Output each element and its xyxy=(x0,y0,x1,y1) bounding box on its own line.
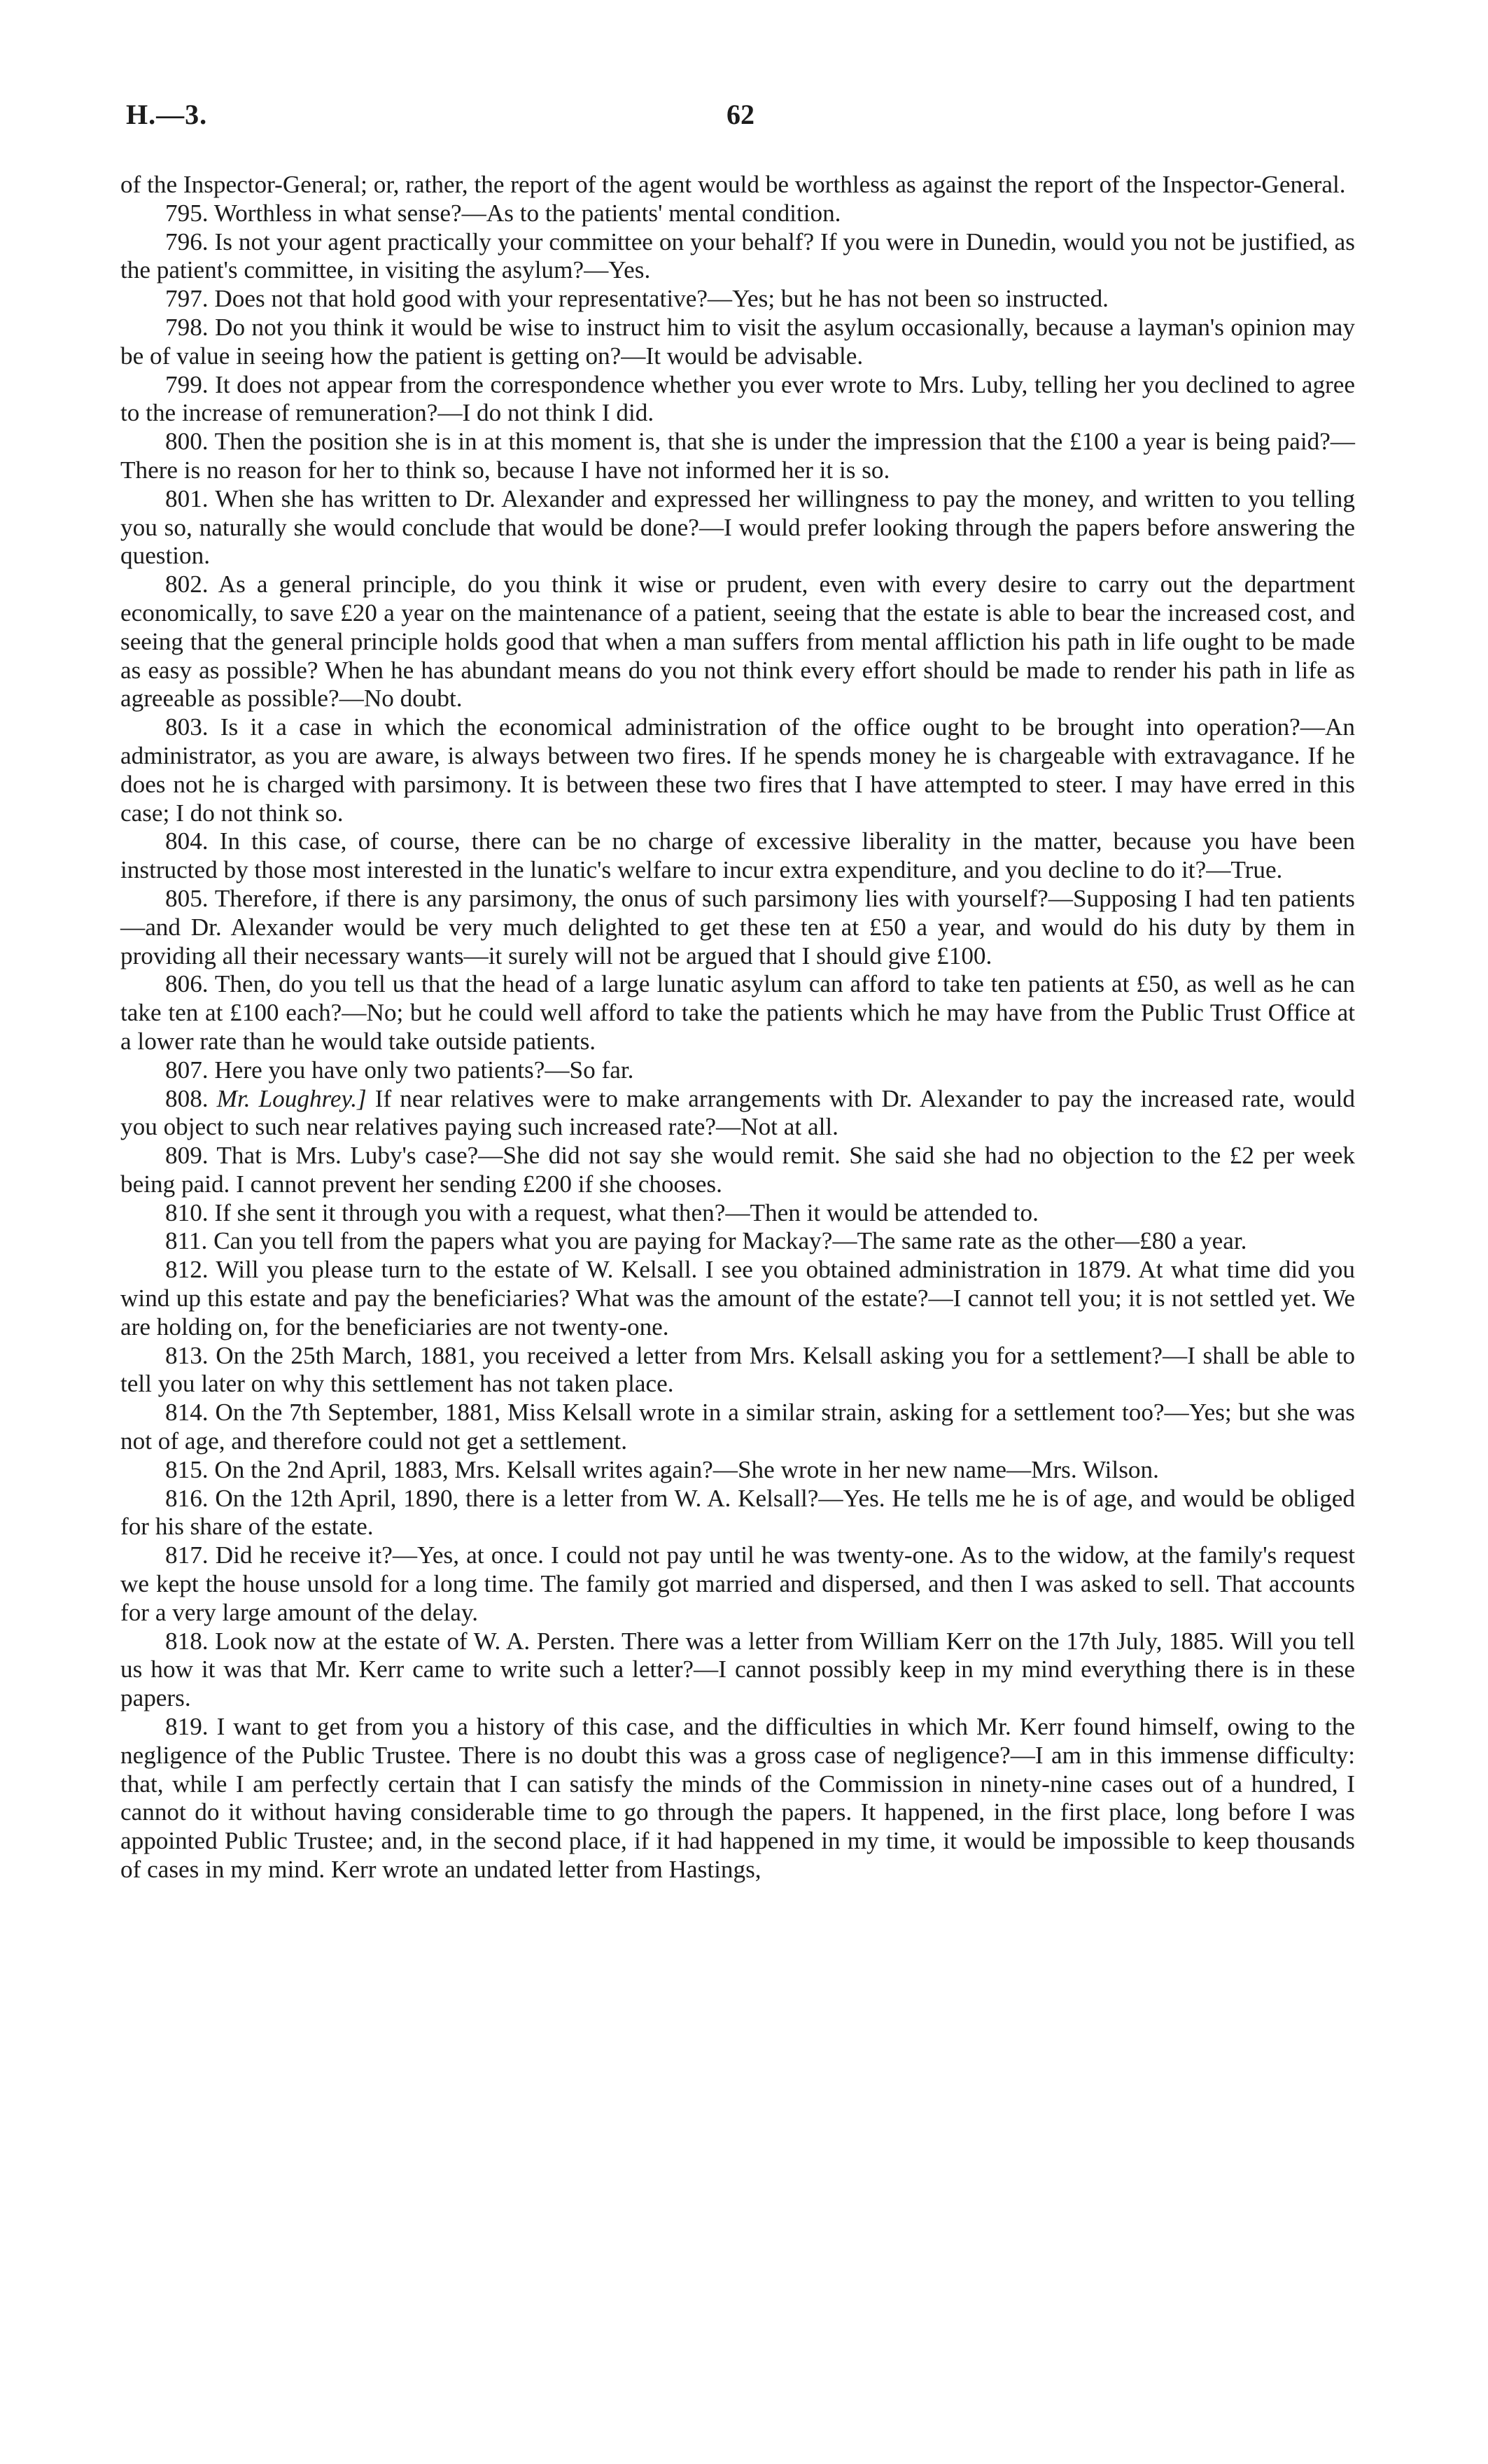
question-800: 800. Then the position she is in at this moment is, that she is under the impression that the £100 a year is being paid?—There is no reason for her to think so, because I have not informed her it is so. xyxy=(120,428,1355,484)
question-810: 810. If she sent it through you with a request, what then?—Then it would be attended to. xyxy=(165,1198,1039,1226)
question-816: 816. On the 12th April, 1890, there is a letter from W. A. Kelsall?—Yes. He tells me he is of age, and would be obliged for his share of the estate. xyxy=(120,1484,1356,1541)
question-818: 818. Look now at the estate of W. A. Persten. There was a letter from William Kerr on the 17th July, 1885. Will you tell us how it was that Mr. Kerr came to write such a letter?—I cannot possibly keep in my mind everything there is in these papers. xyxy=(120,1627,1356,1712)
page-header xyxy=(126,98,1355,140)
question-812: 812. Will you please turn to the estate of W. Kelsall. I see you obtained administration in 1879. At what time did you wind up this estate and pay the beneficiaries? What was the amount of the estate?—I cannot tell you; it is not settled yet. We are holding on, for the beneficiaries are not twenty-one. xyxy=(120,1256,1355,1340)
question-798: 798. Do not you think it would be wise to instruct him to visit the asylum occasionally, because a layman's opinion may be of value in seeing how the patient is getting on?—It would be advisable. xyxy=(120,313,1355,370)
question-814: 814. On the 7th September, 1881, Miss Kelsall wrote in a similar strain, asking for a settlement too?—Yes; but she was not of age, and therefore could not get a settlement. xyxy=(120,1399,1355,1455)
question-801: 801. When she has written to Dr. Alexander and expressed her willingness to pay the money, and written to you telling you so, naturally she would conclude that would be done?—I would prefer looking through the papers before answering the question. xyxy=(120,484,1355,570)
question-807: 807. Here you have only two patients?—So far. xyxy=(165,1056,634,1084)
question-811: 811. Can you tell from the papers what you are paying for Mackay?—The same rate as the other—£80 a year. xyxy=(165,1227,1247,1255)
question-805: 805. Therefore, if there is any parsimony, the onus of such parsimony lies with yourself?—Supposing I had ten patients—and Dr. Alexander would be very much delighted to get these ten at £50 a year, and would do his duty by them in providing all their necessary wants—it surely will not be argued that I should give £100. xyxy=(120,884,1355,969)
question-808: 808. Mr. Loughrey.] If near relatives were to make arrangements with Dr. Alexander to pay the increased rate, would you object to such near relatives paying such increased rate?—Not at all. xyxy=(120,1084,1355,1141)
question-819: 819. I want to get from you a history of this case, and the difficulties in which Mr. Kerr found himself, owing to the negligence of the Public Trustee. There is no doubt this was a gross case of negligence?—I am in this immense difficulty: that, while I am perfectly certain that I can satisfy the minds of the Commission in ninety-nine cases out of a hundred, I cannot do it without having considerable time to go through the papers. It happened, in the first place, long before I was appointed Public Trustee; and, in the second place, if it had happened in my time, it would be impossible to keep thousands of cases in my mind. Kerr wrote an undated letter from Hastings, xyxy=(120,1713,1355,1884)
question-796: 796. Is not your agent practically your committee on your behalf? If you were in Dunedin, would you not be justified, as the patient's committee, in visiting the asylum?—Yes. xyxy=(120,227,1355,284)
document-reference: H.—3. xyxy=(126,99,208,130)
question-813: 813. On the 25th March, 1881, you received a letter from Mrs. Kelsall asking you for a settlement?—I shall be able to tell you later on why this settlement has not taken place. xyxy=(120,1341,1355,1398)
question-817: 817. Did he receive it?—Yes, at once. I could not pay until he was twenty-one. As to the widow, at the family's request we kept the house unsold for a long time. The family got married and dispersed, and then I was asked to sell. That accounts for a very large amount of the delay. xyxy=(120,1541,1356,1626)
question-809: 809. That is Mrs. Luby's case?—She did not say she would remit. She said she had no objection to the £2 per week being paid. I cannot prevent her sending £200 if she chooses. xyxy=(120,1142,1355,1198)
question-799: 799. It does not appear from the correspondence whether you ever wrote to Mrs. Luby, telling her you declined to agree to the increase of remuneration?—I do not think I did. xyxy=(120,370,1356,427)
question-804: 804. In this case, of course, there can be no charge of excessive liberality in the matter, because you have been instructed by those most interested in the lunatic's welfare to incur extra expenditure, and you decline to do it?—True. xyxy=(120,827,1356,884)
question-815: 815. On the 2nd April, 1883, Mrs. Kelsall writes again?—She wrote in her new name—Mrs. Wilson. xyxy=(165,1455,1159,1483)
evidence-text xyxy=(120,171,1355,1884)
paragraph-continued: of the Inspector-General; or, rather, the report of the agent would be worthless as against the report of the Inspector-General. xyxy=(120,171,1346,198)
page-number: 62 xyxy=(727,99,754,130)
question-802: 802. As a general principle, do you think it wise or prudent, even with every desire to carry out the department economically, to save £20 a year on the maintenance of a patient, seeing that the estate is able to bear the increased cost, and seeing that the general principle holds good that when a man suffers from mental affliction his path in life ought to be made as easy as possible? When he has abundant means do you not think every effort should be made to render his path in life as agreeable as possible?—No doubt. xyxy=(120,570,1355,713)
question-806: 806. Then, do you tell us that the head of a large lunatic asylum can afford to take ten patients at £50, as well as he can take ten at £100 each?—No; but he could well afford to take the patients which he may have from the Public Trust Office at a lower rate than he would take outside patients. xyxy=(120,970,1355,1055)
question-795: 795. Worthless in what sense?—As to the patients' mental condition. xyxy=(165,199,841,227)
question-803: 803. Is it a case in which the economical administration of the office ought to be brought into operation?—An administrator, as you are aware, is always between two fires. If he spends money he is chargeable with extravagance. If he does not he is charged with parsimony. It is between these two fires that I have attempted to steer. I may have erred in this case; I do not think so. xyxy=(120,713,1355,827)
question-797: 797. Does not that hold good with your representative?—Yes; but he has not been so instructed. xyxy=(165,285,1109,313)
speaker-name: Mr. Loughrey.] xyxy=(216,1084,367,1112)
